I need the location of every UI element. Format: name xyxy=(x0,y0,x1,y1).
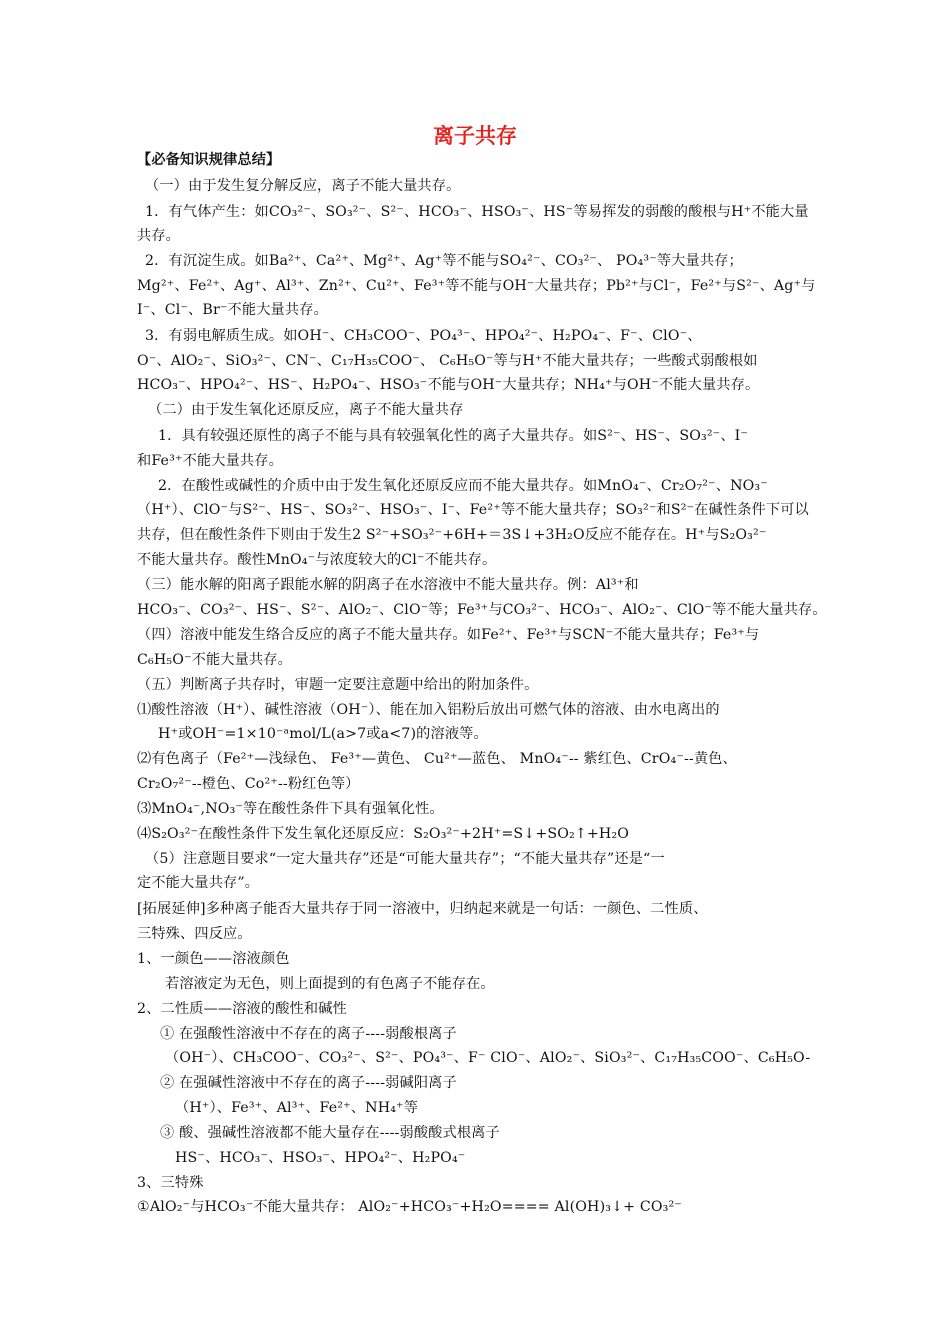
paragraph-line: （H⁺）、Fe³⁺、Al³⁺、Fe²⁺、NH₄⁺等 xyxy=(175,1100,419,1116)
list-item: ① 在强酸性溶液中不存在的离子----弱酸根离子 xyxy=(160,1026,457,1042)
paragraph-line: ⑵有色离子（Fe²⁺—浅绿色、 Fe³⁺—黄色、 Cu²⁺—蓝色、 MnO₄⁻-- 紫红色、CrO₄⁻--黄色、 xyxy=(137,751,737,767)
paragraph-line: 3．有弱电解质生成。如OH⁻、CH₃COO⁻、PO₄³⁻、HPO₄²⁻、H₂PO₄⁻、F⁻、ClO⁻、 xyxy=(145,328,702,344)
paragraph-line: I⁻、Cl⁻、Br⁻不能大量共存。 xyxy=(137,302,328,318)
paragraph-line: HS⁻、HCO₃⁻、HSO₃⁻、HPO₄²⁻、H₂PO₄⁻ xyxy=(175,1150,466,1166)
section-heading: [拓展延伸]多种离子能否大量共存于同一溶液中，归纳起来就是一句话：一颜色、二性质、 xyxy=(137,901,708,917)
paragraph-line: 1．具有较强还原性的离子不能与具有较强氧化性的离子大量共存。如S²⁻、HS⁻、SO₃²⁻、I⁻ xyxy=(158,428,749,444)
paragraph-line: HCO₃⁻、HPO₄²⁻、HS⁻、H₂PO₄⁻、HSO₃⁻不能与OH⁻大量共存；NH₄⁺与OH⁻不能大量共存。 xyxy=(137,377,760,393)
list-heading: 1、一颜色——溶液颜色 xyxy=(137,951,290,967)
paragraph-line: 2．在酸性或碱性的介质中由于发生氧化还原反应而不能大量共存。如MnO₄⁻、Cr₂O₇²⁻、NO₃⁻ xyxy=(158,478,768,494)
paragraph-line: （5）注意题目要求“一定大量共存”还是“可能大量共存”；“不能大量共存”还是“一 xyxy=(145,851,665,867)
page-title: 离子共存 xyxy=(433,124,517,148)
section-heading: （一）由于发生复分解反应，离子不能大量共存。 xyxy=(145,178,461,194)
section-heading: （二）由于发生氧化还原反应，离子不能大量共存 xyxy=(148,402,464,418)
paragraph-line: ①AlO₂⁻与HCO₃⁻不能大量共存： AlO₂⁻+HCO₃⁻+H₂O==== Al(OH)₃↓+ CO₃²⁻ xyxy=(137,1199,682,1215)
section-heading: （五）判断离子共存时，审题一定要注意题中给出的附加条件。 xyxy=(137,677,539,693)
paragraph-line: ⑷S₂O₃²⁻在酸性条件下发生氧化还原反应：S₂O₃²⁻+2H⁺=S↓+SO₂↑+H₂O xyxy=(137,826,630,842)
paragraph-line: 定不能大量共存”。 xyxy=(137,875,260,891)
paragraph-line: HCO₃⁻、CO₃²⁻、HS⁻、S²⁻、AlO₂⁻、ClO⁻等；Fe³⁺与CO₃²⁻、HCO₃⁻、AlO₂⁻、ClO⁻等不能大量共存。 xyxy=(137,602,827,618)
list-heading: 3、三特殊 xyxy=(137,1175,204,1191)
paragraph-line: 不能大量共存。酸性MnO₄⁻与浓度较大的Cl⁻不能共存。 xyxy=(137,552,497,568)
paragraph-line: 共存。 xyxy=(137,228,181,244)
paragraph-line: （H⁺）、ClO⁻与S²⁻、HS⁻、SO₃²⁻、HSO₃⁻、I⁻、Fe²⁺等不能大量共存；SO₃²⁻和S²⁻在碱性条件下可以 xyxy=(137,502,809,518)
list-item: ② 在强碱性溶液中不存在的离子----弱碱阳离子 xyxy=(160,1075,457,1091)
paragraph-line: 1．有气体产生：如CO₃²⁻、SO₃²⁻、S²⁻、HCO₃⁻、HSO₃⁻、HS⁻等易挥发的弱酸的酸根与H⁺不能大量 xyxy=(145,204,809,220)
paragraph-line: ⑶MnO₄⁻,NO₃⁻等在酸性条件下具有强氧化性。 xyxy=(137,801,444,817)
section-heading: （三）能水解的阳离子跟能水解的阴离子在水溶液中不能大量共存。例：Al³⁺和 xyxy=(137,577,639,593)
paragraph-line: H⁺或OH⁻=1×10⁻ᵃmol/L(a>7或a<7)的溶液等。 xyxy=(158,726,488,742)
paragraph-line: 2．有沉淀生成。如Ba²⁺、Ca²⁺、Mg²⁺、Ag⁺等不能与SO₄²⁻、CO₃²⁻、 PO₄³⁻等大量共存； xyxy=(145,253,743,269)
paragraph-line: 若溶液定为无色，则上面提到的有色离子不能存在。 xyxy=(165,976,495,992)
paragraph-line: O⁻、AlO₂⁻、SiO₃²⁻、CN⁻、C₁₇H₃₅COO⁻、 C₆H₅O⁻等与H⁺不能大量共存；一些酸式弱酸根如 xyxy=(137,353,758,369)
paragraph-line: ⑴酸性溶液（H⁺）、碱性溶液（OH⁻）、能在加入铝粉后放出可燃气体的溶液、由水电离出的 xyxy=(137,702,720,718)
paragraph-line: Mg²⁺、Fe²⁺、Ag⁺、Al³⁺、Zn²⁺、Cu²⁺、Fe³⁺等不能与OH⁻大量共存；Pb²⁺与Cl⁻，Fe²⁺与S²⁻、Ag⁺与 xyxy=(137,278,816,294)
section-heading: 【必备知识规律总结】 xyxy=(137,152,281,168)
paragraph-line: C₆H₅O⁻不能大量共存。 xyxy=(137,652,292,668)
paragraph-line: Cr₂O₇²⁻--橙色、Co²⁺--粉红色等） xyxy=(137,776,360,792)
paragraph-line: （OH⁻）、CH₃COO⁻、CO₃²⁻、S²⁻、PO₄³⁻、F⁻ ClO⁻、AlO₂⁻、SiO₃²⁻、C₁₇H₃₅COO⁻、C₆H₅O- xyxy=(165,1050,811,1066)
list-item: ③ 酸、强碱性溶液都不能大量存在----弱酸酸式根离子 xyxy=(160,1125,500,1141)
paragraph-line: 共存，但在酸性条件下则由于发生2 S²⁻+SO₃²⁻+6H+＝3S↓+3H₂O反应不能存在。H⁺与S₂O₃²⁻ xyxy=(137,527,767,543)
paragraph-line: 和Fe³⁺不能大量共存。 xyxy=(137,453,283,469)
list-heading: 2、二性质——溶液的酸性和碱性 xyxy=(137,1001,347,1017)
section-heading: （四）溶液中能发生络合反应的离子不能大量共存。如Fe²⁺、Fe³⁺与SCN⁻不能大量共存；Fe³⁺与 xyxy=(137,627,760,643)
paragraph-line: 三特殊、四反应。 xyxy=(137,926,252,942)
